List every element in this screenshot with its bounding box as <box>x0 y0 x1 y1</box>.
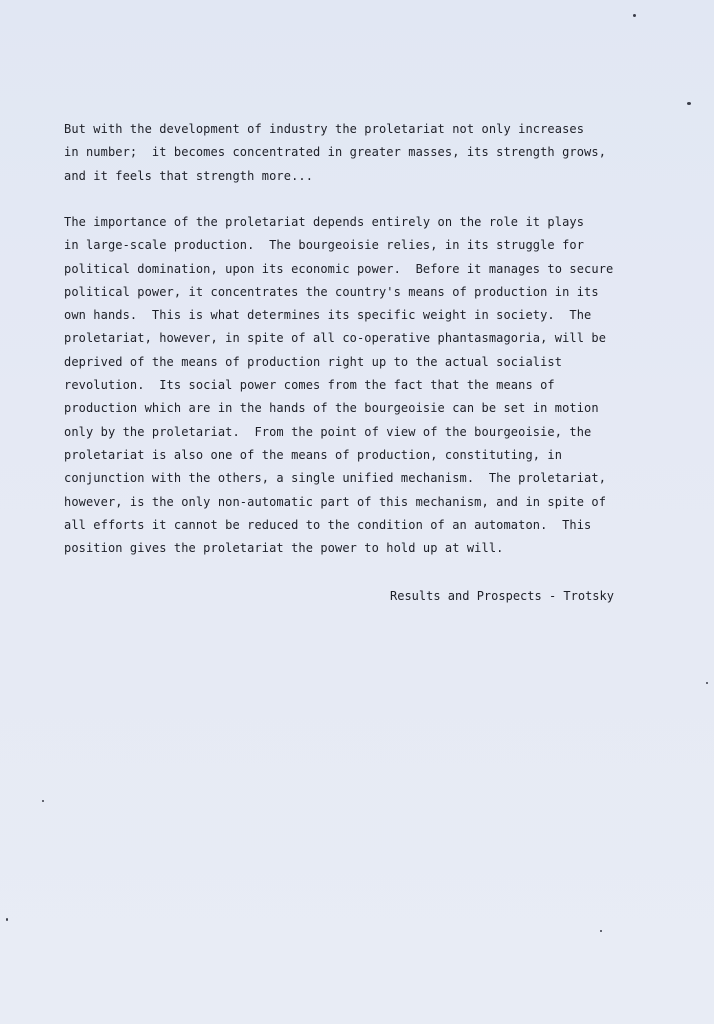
text-line: however, is the only non-automatic part of this mechanism, and in spite of <box>64 494 607 509</box>
paragraph-1 <box>64 118 664 188</box>
text-line: in number; it becomes concentrated in greater masses, its strength grows, <box>64 145 607 160</box>
paper-speck <box>6 918 8 921</box>
text-line: production which are in the hands of the bourgeoisie can be set in motion <box>64 401 599 416</box>
text-line: position gives the proletariat the power to hold up at will. <box>64 541 504 556</box>
paper-speck <box>633 14 636 17</box>
text-line: only by the proletariat. From the point of view of the bourgeoisie, the <box>64 424 592 439</box>
text-line: deprived of the means of production right up to the actual socialist <box>64 354 563 369</box>
text-line: own hands. This is what determines its specific weight in society. The <box>64 308 592 323</box>
text-line: proletariat is also one of the means of production, constituting, in <box>64 447 563 462</box>
paper-speck <box>600 930 602 932</box>
paragraph-2 <box>64 211 664 560</box>
text-line: political domination, upon its economic power. Before it manages to secure <box>64 261 614 276</box>
text-line: But with the development of industry the proletariat not only increases <box>64 122 585 136</box>
text-line: in large-scale production. The bourgeoisie relies, in its struggle for <box>64 238 585 253</box>
paper-speck <box>687 102 691 105</box>
paper-speck <box>42 800 44 802</box>
text-line: conjunction with the others, a single unified mechanism. The proletariat, <box>64 471 607 486</box>
paper-speck <box>706 682 708 684</box>
text-line: all efforts it cannot be reduced to the condition of an automaton. This <box>64 517 592 532</box>
text-line: The importance of the proletariat depends entirely on the role it plays <box>64 215 585 229</box>
text-line: proletariat, however, in spite of all co-operative phantasmagoria, will be <box>64 331 607 346</box>
text-line: revolution. Its social power comes from the fact that the means of <box>64 378 555 393</box>
text-line: and it feels that strength more... <box>64 168 314 183</box>
text-line: political power, it concentrates the country's means of production in its <box>64 284 599 299</box>
attribution: Results and Prospects - Trotsky <box>390 589 614 603</box>
